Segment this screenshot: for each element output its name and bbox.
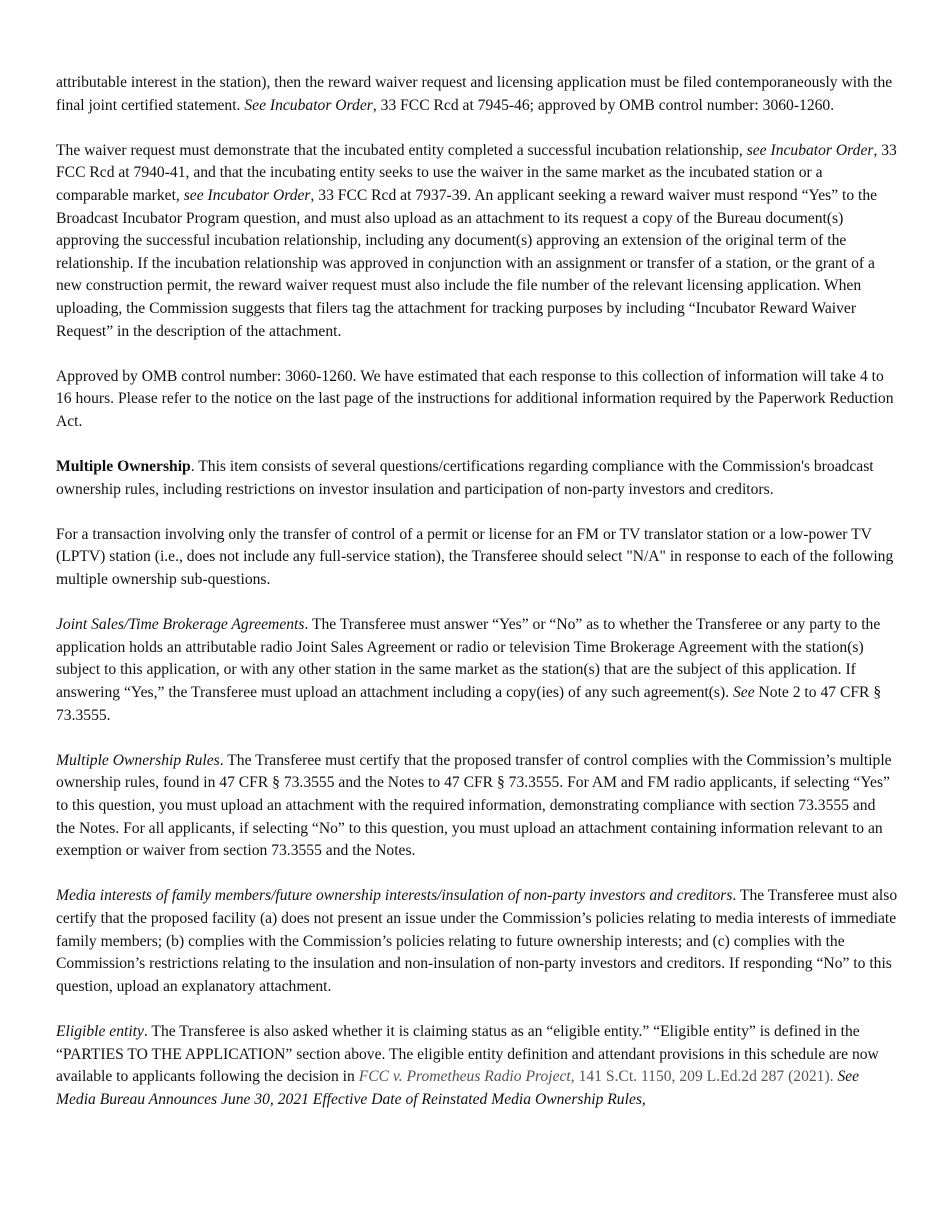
citation-run: See Media Bureau Announces June 30, 2021 Effective Date of Reinstated Media Ownership Rules, (56, 1068, 860, 1108)
text-run: attributable interest in the station), then the reward waiver request and licensing application must be filed contemporaneously with the final joint certified statement. (56, 74, 893, 114)
paragraph-omb-approval (56, 366, 898, 434)
document-page (56, 72, 898, 1134)
section-heading: Multiple Ownership (56, 458, 191, 476)
subsection-heading: Joint Sales/Time Brokerage Agreements (56, 616, 305, 634)
text-run: Note 2 to 47 CFR § 73.3555. (56, 684, 882, 724)
reporter-citation: , 141 S.Ct. 1150, 209 L.Ed.2d 287 (2021). (570, 1068, 838, 1086)
citation-run: see Incubator Order (746, 141, 874, 159)
subsection-heading: Eligible entity (56, 1022, 144, 1040)
text-run: For a transaction involving only the transfer of control of a permit or license for an FM or TV translator station or a low-power TV (LPTV) station (i.e., does not include any full-service station), the Transferee should select "N/A" in response to each of the following multiple ownership sub-questions. (56, 525, 894, 589)
subsection-heading: Media interests of family members/future ownership interests/insulation of non-party investors and creditors (56, 887, 733, 905)
subsection-heading: Multiple Ownership Rules (56, 751, 220, 769)
text-run: , 33 FCC Rcd at 7940-41, and that the incubating entity seeks to use the waiver in the same market as the incubated station or a comparable market, (56, 141, 897, 204)
text-run: . This item consists of several questions/certifications regarding compliance with the Commission's broadcast ownership rules, including restrictions on investor insulation and participation of non-party investors and creditors. (56, 458, 874, 498)
text-run: , 33 FCC Rcd at 7945-46; approved by OMB control number: 3060-1260. (372, 96, 835, 114)
text-run: The waiver request must demonstrate that the incubated entity completed a successful incubation relationship, (56, 141, 747, 159)
paragraph-translator-na (56, 524, 898, 592)
paragraph-multiple-ownership-rules (56, 750, 898, 863)
paragraph-joint-sales (56, 614, 898, 727)
paragraph-waiver-request (56, 140, 898, 343)
text-run: . The Transferee must answer “Yes” or “No” as to whether the Transferee or any party to the application holds an attributable radio Joint Sales Agreement or radio or television Time Brokerage Agreement with the station(s) subject to this application, or with any other station in the same market as the station(s) that are the subject of this application. If answering “Yes,” the Transferee must upload an attachment including a copy(ies) of any such agreement(s). (56, 616, 881, 702)
text-run: . The Transferee is also asked whether it is claiming status as an “eligible entity.” “Eligible entity” is defined in the “PARTIES TO THE APPLICATION” section above. The eligible entity definition and attendant provisions in this schedule are now available to applicants following the decision in (56, 1022, 879, 1086)
citation-run: See (732, 684, 755, 702)
case-citation: FCC v. Prometheus Radio Project (358, 1068, 571, 1086)
citation-run: see Incubator Order (183, 186, 311, 204)
paragraph-eligible-entity (56, 1021, 898, 1111)
text-run: . The Transferee must also certify that the proposed facility (a) does not present an issue under the Commission’s policies relating to media interests of immediate family members; (b) complies with the Commission’s policies relating to future ownership interests; and (c) complies with the Commission’s restrictions relating to the insulation and non-insulation of non-party investors and creditors. If responding “No” to this question, upload an explanatory attachment. (56, 887, 898, 995)
text-run: , 33 FCC Rcd at 7937-39. An applicant seeking a reward waiver must respond “Yes” to the Broadcast Incubator Program question, and must also upload as an attachment to its request a copy of the Bureau document(s) approving the successful incubation relationship, including any document(s) approving an extension of the original term of the relationship. If the incubation relationship was approved in conjunction with an assignment or transfer of a station, or the grant of a new construction permit, the reward waiver request must also include the file number of the relevant licensing application. When uploading, the Commission suggests that filers tag the attachment for tracking purposes by including “Incubator Reward Waiver Request” in the description of the attachment. (56, 186, 878, 340)
paragraph-incubator-filing (56, 72, 898, 117)
text-run: Approved by OMB control number: 3060-1260. We have estimated that each response to this collection of information will take 4 to 16 hours. Please refer to the notice on the last page of the instructions for additional information required by the Paperwork Reduction Act. (56, 367, 894, 430)
citation-run: See Incubator Order (244, 96, 373, 114)
paragraph-media-interests (56, 885, 898, 998)
paragraph-multiple-ownership (56, 456, 898, 501)
text-run: . The Transferee must certify that the proposed transfer of control complies with the Commission’s multiple ownership rules, found in 47 CFR § 73.3555 and the Notes to 47 CFR § 73.3555. For AM and FM radio applicants, if selecting “Yes” to this question, you must upload an attachment with the required information, demonstrating compliance with section 73.3555 and the Notes. For all applicants, if selecting “No” to this question, you must upload an attachment containing information relevant to an exemption or waiver from section 73.3555 and the Notes. (56, 751, 892, 860)
